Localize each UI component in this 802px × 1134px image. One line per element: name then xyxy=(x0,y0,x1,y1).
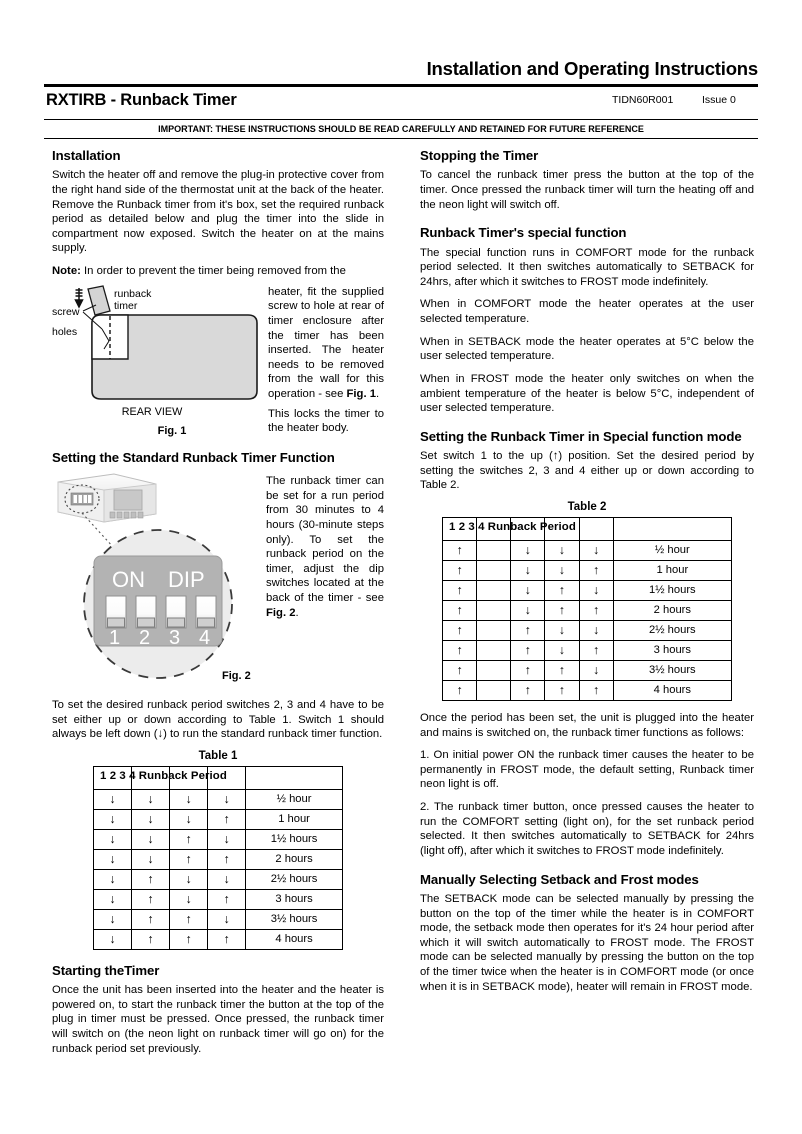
switch-up-cell xyxy=(170,909,208,929)
switch-up-cell xyxy=(579,600,613,620)
switch-down-cell xyxy=(132,789,170,809)
switch-empty-cell xyxy=(477,600,511,620)
table-row xyxy=(443,680,732,700)
table-row xyxy=(94,909,343,929)
runback-period-cell: 1 hour xyxy=(613,560,731,580)
label-holes: holes xyxy=(52,325,78,338)
table-header-cell xyxy=(443,517,576,540)
switch-up-cell xyxy=(511,620,545,640)
document-code: TIDN60R001 xyxy=(612,94,674,106)
table-2-block xyxy=(420,501,754,701)
stopping-timer-paragraph: To cancel the runback timer press the button at the top of the timer. Once pressed the runback timer will turn the heating off and the neon light will switch off. xyxy=(420,169,754,211)
figure-2-illustration xyxy=(52,470,264,688)
runback-period-cell: 1 hour xyxy=(246,809,343,829)
switch-up-cell xyxy=(511,660,545,680)
switch-down-cell xyxy=(94,829,132,849)
switch-arrow: ↑ xyxy=(456,542,463,557)
after-table2-paragraph-1: Once the period has been set, the unit is plugged into the heater and mains is switched on, the runback timer functions as follows: xyxy=(420,711,754,739)
switch-arrow: ↓ xyxy=(558,542,566,557)
table-1-block xyxy=(52,750,384,950)
table-2 xyxy=(442,517,732,701)
switch-down-cell xyxy=(511,540,545,560)
special-paragraph-2: When in COMFORT mode the heater operates at the user selected temperature. xyxy=(420,298,754,325)
switch-arrow: ↓ xyxy=(147,811,154,826)
side-text-part1: The runback timer can be set for a run period from 30 minutes to 4 hours (30-minute steps only). To set the runback period on the timer, adjust the dip switches located at the back of the timer - see xyxy=(266,475,384,604)
installation-paragraph: Switch the heater off and remove the plug-in protective cover from the right hand side of the thermostat unit at the back of the heater. Remove the Runback timer from it's box, set the required runback period as detailed below and plug the timer into the slide in compartment now exposed. Switch the heater on at the mains supply. xyxy=(52,169,384,255)
switch-arrow: ↑ xyxy=(223,931,230,946)
switch-down-cell xyxy=(579,620,613,640)
switch-arrow: ↑ xyxy=(456,622,463,637)
document-issue: Issue 0 xyxy=(702,94,736,106)
table-row xyxy=(443,620,732,640)
table-row xyxy=(94,809,343,829)
switch-up-cell xyxy=(579,680,613,700)
table-row xyxy=(443,580,732,600)
switch-arrow: ↓ xyxy=(524,542,531,557)
runback-period-cell: 3 hours xyxy=(246,889,343,909)
switch-arrow: ↓ xyxy=(109,851,116,866)
switch-empty-cell xyxy=(477,540,511,560)
after-table2-paragraph-2: 1. On initial power ON the runback timer causes the heater to be permanently in FROST mode, the default setting, Runback timer neon light is off. xyxy=(420,749,754,791)
switch-down-cell xyxy=(132,809,170,829)
rear-view-label: REAR VIEW xyxy=(121,405,183,418)
heading-starting-timer: Starting theTimer xyxy=(52,962,160,978)
switch-empty-cell xyxy=(477,660,511,680)
switch-arrow: ↑ xyxy=(592,642,600,657)
switch-up-cell xyxy=(132,869,170,889)
switch-down-cell xyxy=(208,869,246,889)
table-header-label: 1 2 3 4 Runback Period xyxy=(100,769,227,782)
heading-setting-special-mode: Setting the Runback Timer in Special function mode xyxy=(420,428,742,444)
switch-down-cell xyxy=(545,540,579,560)
switch-down-cell xyxy=(94,869,132,889)
wrap-text-part3: This locks the timer to the heater body. xyxy=(268,407,384,435)
table-row xyxy=(94,889,343,909)
label-dip: DIP xyxy=(168,567,205,592)
switch-arrow: ↓ xyxy=(147,851,154,866)
switch-down-cell xyxy=(94,789,132,809)
table-row xyxy=(443,600,732,620)
switch-down-cell xyxy=(545,560,579,580)
fig1-ref: Fig. 1 xyxy=(346,388,376,401)
switch-arrow: ↓ xyxy=(109,891,116,906)
switch-arrow: ↑ xyxy=(185,831,192,846)
table-header-cell xyxy=(94,766,227,789)
switch-down-cell xyxy=(170,809,208,829)
switch-arrow: ↑ xyxy=(456,642,463,657)
switch-arrow: ↑ xyxy=(558,662,566,677)
figure-1-block xyxy=(52,285,384,437)
switch-up-cell xyxy=(443,680,477,700)
switch-arrow: ↑ xyxy=(147,871,154,886)
switch-arrow: ↓ xyxy=(223,911,230,926)
switch-down-cell xyxy=(579,540,613,560)
switch-arrow: ↑ xyxy=(524,662,531,677)
switch-down-cell xyxy=(170,889,208,909)
switch-down-cell xyxy=(511,560,545,580)
runback-period-cell: 1½ hours xyxy=(246,829,343,849)
label-on: ON xyxy=(112,567,145,592)
setting-special-paragraph: Set switch 1 to the up (↑) position. Set the desired period by setting the switches 2, 3 and 4 either up or down according to Table 2. xyxy=(420,450,754,492)
runback-period-cell: 3½ hours xyxy=(246,909,343,929)
switch-up-cell xyxy=(132,929,170,949)
runback-period-cell: 2½ hours xyxy=(613,620,731,640)
switch-up-cell xyxy=(443,600,477,620)
table1-intro: To set the desired runback period switches 2, 3 and 4 have to be set either up or down according to Table 1. Switch 1 should always be left down (↓) to run the standard runback timer function. xyxy=(52,699,384,741)
switch-up-cell xyxy=(545,600,579,620)
table-row xyxy=(443,560,732,580)
switch-number-2: 2 xyxy=(139,627,151,649)
table-row xyxy=(443,660,732,680)
switch-arrow: ↓ xyxy=(223,871,230,886)
switch-empty-cell xyxy=(477,560,511,580)
switch-up-cell xyxy=(545,660,579,680)
table-header-row xyxy=(94,766,343,789)
switch-arrow: ↓ xyxy=(147,831,154,846)
switch-arrow: ↓ xyxy=(223,831,230,846)
switch-arrow: ↑ xyxy=(456,582,463,597)
switch-arrow: ↓ xyxy=(109,811,116,826)
switch-up-cell xyxy=(170,929,208,949)
switch-arrow: ↓ xyxy=(109,831,116,846)
switch-arrow: ↑ xyxy=(456,602,463,617)
label-timer: timer xyxy=(114,299,138,312)
switch-arrow: ↑ xyxy=(456,682,463,697)
heading-special-function: Runback Timer's special function xyxy=(420,225,627,241)
table-row xyxy=(443,540,732,560)
switch-arrow: ↑ xyxy=(185,911,192,926)
switch-empty-cell xyxy=(477,640,511,660)
table-row xyxy=(94,829,343,849)
special-paragraph-3: When in SETBACK mode the heater operates at 5°C below the user selected temperature. xyxy=(420,335,754,363)
left-column xyxy=(52,148,384,1064)
switch-up-cell xyxy=(208,929,246,949)
runback-period-cell: ½ hour xyxy=(246,789,343,809)
switch-arrow: ↑ xyxy=(524,622,531,637)
important-notice: IMPORTANT: THESE INSTRUCTIONS SHOULD BE READ CAREFULLY AND RETAINED FOR FUTURE REFERENCE xyxy=(158,124,644,135)
switch-up-cell xyxy=(545,580,579,600)
switch-arrow: ↑ xyxy=(558,682,566,697)
switch-number-4: 4 xyxy=(199,627,211,649)
fig2-ref: Fig. 2 xyxy=(266,606,296,619)
runback-period-cell: 3½ hours xyxy=(613,660,731,680)
label-screw: screw xyxy=(52,305,80,318)
switch-arrow: ↑ xyxy=(223,891,230,906)
heading-stopping-timer: Stopping the Timer xyxy=(420,148,539,163)
switch-down-cell xyxy=(94,889,132,909)
switch-arrow: ↑ xyxy=(147,891,154,906)
switch-arrow: ↓ xyxy=(592,542,600,557)
special-paragraph-1: The special function runs in COMFORT mode for the runback period selected. It then switches automatically to SETBACK for 24hrs, after which it switches to FROST mode indefinitely. xyxy=(420,246,754,288)
switch-up-cell xyxy=(132,889,170,909)
switch-up-cell xyxy=(579,560,613,580)
switch-arrow: ↓ xyxy=(558,622,566,637)
switch-empty-cell xyxy=(477,580,511,600)
switch-down-cell xyxy=(132,829,170,849)
table-row xyxy=(94,929,343,949)
runback-period-cell: 1½ hours xyxy=(613,580,731,600)
switch-up-cell xyxy=(443,640,477,660)
switch-arrow: ↑ xyxy=(223,811,230,826)
switch-down-cell xyxy=(579,660,613,680)
figure-1-caption: Fig. 1 xyxy=(157,424,187,437)
switch-up-cell xyxy=(208,889,246,909)
switch-arrow: ↑ xyxy=(185,931,192,946)
switch-arrow: ↓ xyxy=(109,911,116,926)
switch-arrow: ↓ xyxy=(185,891,192,906)
switch-down-cell xyxy=(579,580,613,600)
switch-arrow: ↑ xyxy=(223,851,230,866)
runback-period-cell: 4 hours xyxy=(246,929,343,949)
switch-arrow: ↓ xyxy=(524,562,531,577)
switch-up-cell xyxy=(511,680,545,700)
switch-arrow: ↓ xyxy=(185,811,192,826)
switch-up-cell xyxy=(579,640,613,660)
table-1 xyxy=(93,766,343,950)
switch-up-cell xyxy=(208,809,246,829)
switch-up-cell xyxy=(170,829,208,849)
switch-arrow: ↓ xyxy=(147,791,154,806)
switch-arrow: ↓ xyxy=(592,622,600,637)
manual-paragraph: The SETBACK mode can be selected manually by pressing the button on the top of the timer while the heater is in COMFORT mode, the setback mode then operates for it's 24 hour period after which it will switch automatically to FROST mode. The FROST mode can be selected manually by pressing the button on the top of the timer twice when the heater is in COMFORT mode (or once when it is in SETBACK mode), heater will remain in FROST mode. xyxy=(420,892,754,993)
switch-arrow: ↓ xyxy=(524,602,531,617)
switch-arrow: ↑ xyxy=(456,562,463,577)
switch-down-cell xyxy=(94,909,132,929)
switch-arrow: ↓ xyxy=(592,662,600,677)
switch-down-cell xyxy=(208,829,246,849)
dip-switch-drawing xyxy=(52,470,264,684)
switch-arrow: ↓ xyxy=(558,562,566,577)
switch-empty-cell xyxy=(477,680,511,700)
figure-1-wrap-text xyxy=(268,285,384,436)
switch-arrow: ↑ xyxy=(147,911,154,926)
note-text: In order to prevent the timer being removed from the xyxy=(80,265,346,278)
figure-2-caption: Fig. 2 xyxy=(222,670,251,682)
switch-down-cell xyxy=(208,909,246,929)
switch-down-cell xyxy=(208,789,246,809)
switch-up-cell xyxy=(443,540,477,560)
table-header-cell xyxy=(579,517,613,540)
switch-up-cell xyxy=(545,680,579,700)
switch-arrow: ↓ xyxy=(185,871,192,886)
table-header-period-cell xyxy=(246,766,343,789)
switch-arrow: ↑ xyxy=(558,602,566,617)
figure-2-side-text xyxy=(266,474,384,620)
runback-period-cell: 4 hours xyxy=(613,680,731,700)
runback-period-cell: 2½ hours xyxy=(246,869,343,889)
switch-down-cell xyxy=(94,929,132,949)
switch-arrow: ↓ xyxy=(223,791,230,806)
switch-arrow: ↓ xyxy=(592,582,600,597)
figure-1-illustration xyxy=(52,285,264,437)
switch-arrow: ↑ xyxy=(456,662,463,677)
switch-empty-cell xyxy=(477,620,511,640)
table-header-row xyxy=(443,517,732,540)
switch-down-cell xyxy=(170,869,208,889)
switch-arrow: ↑ xyxy=(147,931,154,946)
switch-number-1: 1 xyxy=(109,627,121,649)
switch-arrow: ↓ xyxy=(109,791,116,806)
switch-down-cell xyxy=(132,849,170,869)
side-text-part2: . xyxy=(295,606,299,619)
switch-arrow: ↓ xyxy=(558,642,566,657)
switch-arrow: ↑ xyxy=(185,851,192,866)
switch-arrow: ↓ xyxy=(524,582,531,597)
switch-up-cell xyxy=(208,849,246,869)
important-rule-bottom xyxy=(44,138,758,139)
starting-timer-paragraph: Once the unit has been inserted into the heater and the heater is powered on, to start the runback timer the button at the top of the plug in timer must be pressed. Once pressed, the runback timer will switch on (the neon light on runback timer will go on) for the runback period set previously. xyxy=(52,984,384,1055)
table-row xyxy=(94,849,343,869)
switch-down-cell xyxy=(511,600,545,620)
switch-up-cell xyxy=(443,660,477,680)
installation-note xyxy=(52,264,384,279)
table-row xyxy=(443,640,732,660)
wrap-text-part1: heater, fit the supplied screw to hole at rear of timer enclosure after the timer has been inserted. The heater needs to be removed from the wall for this operation - see xyxy=(268,285,384,401)
after-table2-paragraph-3: 2. The runback timer button, once pressed causes the heater to run the COMFORT setting (light on), for the set runback period selected. It then switches automatically to SETBACK for 24hrs (light off), after which it switches to FROST mode indefinitely. xyxy=(420,801,754,857)
switch-arrow: ↑ xyxy=(592,562,600,577)
switch-up-cell xyxy=(443,580,477,600)
table-1-title: Table 1 xyxy=(198,749,238,762)
switch-arrow: ↓ xyxy=(185,791,192,806)
table-row xyxy=(94,789,343,809)
switch-down-cell xyxy=(94,809,132,829)
switch-arrow: ↓ xyxy=(109,931,116,946)
table-row xyxy=(94,869,343,889)
switch-arrow: ↑ xyxy=(592,602,600,617)
product-title: RXTIRB - Runback Timer xyxy=(46,91,237,109)
runback-period-cell: 2 hours xyxy=(246,849,343,869)
runback-period-cell: 2 hours xyxy=(613,600,731,620)
switch-arrow: ↑ xyxy=(592,682,600,697)
switch-down-cell xyxy=(545,620,579,640)
switch-down-cell xyxy=(170,789,208,809)
switch-up-cell xyxy=(132,909,170,929)
runback-period-cell: 3 hours xyxy=(613,640,731,660)
switch-down-cell xyxy=(545,640,579,660)
switch-number-3: 3 xyxy=(169,627,181,649)
special-paragraph-4: When in FROST mode the heater only switches on when the ambient temperature of the heater is below 5°C, independent of user selected temperature. xyxy=(420,372,754,415)
switch-up-cell xyxy=(170,849,208,869)
timer-unit-icon xyxy=(58,474,156,522)
switch-arrow: ↑ xyxy=(558,582,566,597)
switch-up-cell xyxy=(443,560,477,580)
table-header-label: 1 2 3 4 Runback Period xyxy=(449,520,576,533)
heading-installation: Installation xyxy=(52,148,121,163)
note-label: Note: xyxy=(52,265,81,278)
wrap-text-part2: . xyxy=(376,388,380,401)
label-runback: runback xyxy=(114,287,152,300)
heading-standard-function: Setting the Standard Runback Timer Function xyxy=(52,449,335,465)
switch-down-cell xyxy=(511,580,545,600)
switch-arrow: ↑ xyxy=(524,682,531,697)
runback-period-cell: ½ hour xyxy=(613,540,731,560)
switch-up-cell xyxy=(443,620,477,640)
heading-manual-selecting: Manually Selecting Setback and Frost modes xyxy=(420,871,699,887)
switch-arrow: ↑ xyxy=(524,642,531,657)
important-rule-top xyxy=(44,119,758,120)
switch-arrow: ↓ xyxy=(109,871,116,886)
rear-view-drawing xyxy=(52,285,264,405)
page-title: Installation and Operating Instructions xyxy=(426,58,758,79)
switch-down-cell xyxy=(94,849,132,869)
table-header-period-cell xyxy=(613,517,731,540)
right-column xyxy=(420,148,754,1002)
table-2-title: Table 2 xyxy=(567,500,607,513)
header-rule-top xyxy=(44,84,758,87)
figure-2-block xyxy=(52,470,384,698)
switch-up-cell xyxy=(511,640,545,660)
